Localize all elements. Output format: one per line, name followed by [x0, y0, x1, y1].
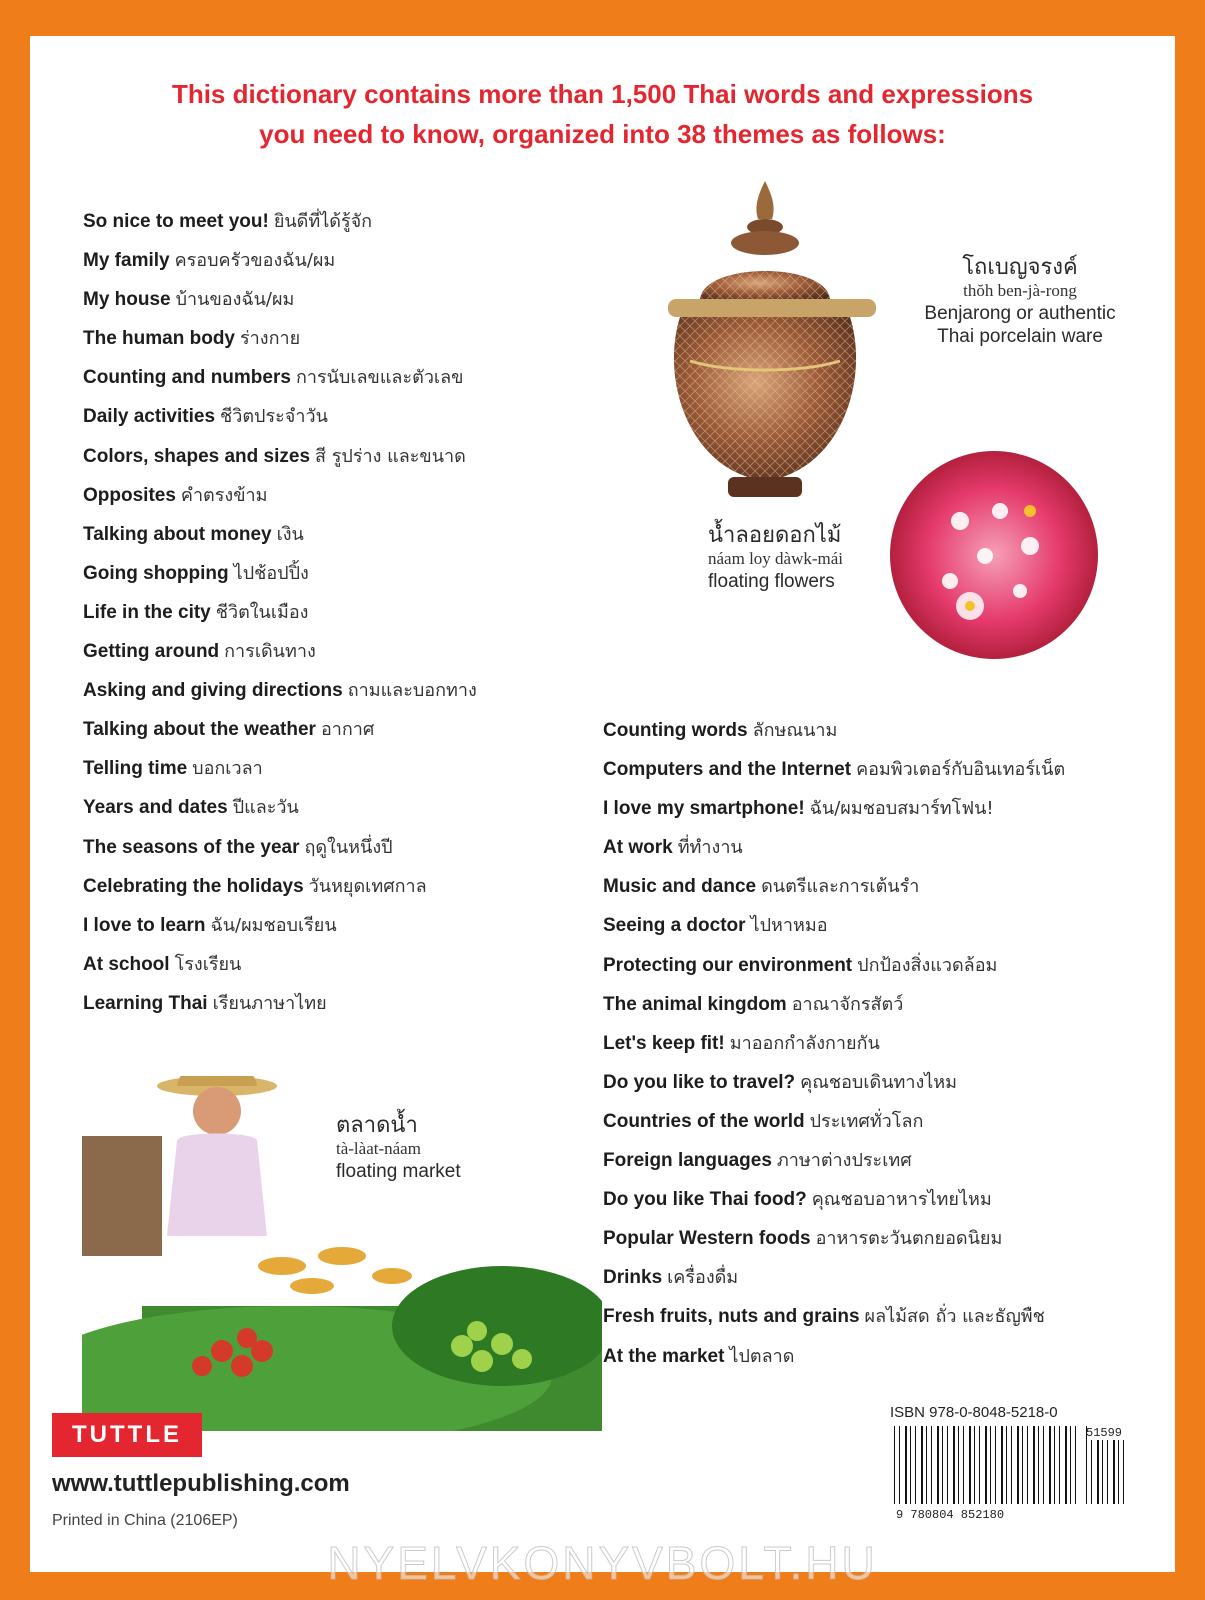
barcode-ean-digits: 9 780804 852180 [896, 1508, 1005, 1522]
theme-thai: คุณชอบอาหารไทยไหม [811, 1189, 992, 1211]
isbn-label: ISBN 978-0-8048-5218-0 [890, 1404, 1058, 1421]
barcode-bar [1059, 1426, 1060, 1504]
theme-thai: คุณชอบเดินทางไหม [800, 1071, 958, 1093]
barcode-bar [1102, 1440, 1103, 1504]
headline [30, 74, 1175, 154]
theme-item [603, 946, 1065, 985]
theme-english: Talking about the weather [83, 719, 316, 741]
theme-item [83, 280, 477, 319]
theme-item [603, 906, 1065, 945]
theme-item [603, 789, 1065, 828]
theme-english: Computers and the Internet [603, 759, 852, 781]
theme-english: At the market [603, 1345, 725, 1367]
theme-english: At work [603, 837, 673, 859]
barcode-bar [1091, 1440, 1092, 1504]
theme-english: Celebrating the holidays [83, 875, 304, 897]
theme-english: Let's keep fit! [603, 1032, 725, 1054]
themes-list-left [83, 202, 477, 1023]
theme-item [83, 593, 477, 632]
theme-english: My house [83, 289, 171, 311]
theme-thai: การเดินทาง [224, 641, 316, 663]
theme-english: My family [83, 250, 170, 272]
theme-thai: ลักษณนาม [752, 720, 838, 741]
barcode-bar [985, 1426, 987, 1504]
theme-item [603, 1258, 1065, 1297]
theme-item [83, 945, 477, 984]
barcode-bar [947, 1426, 948, 1504]
theme-english: Music and dance [603, 876, 757, 898]
tuttle-logo: TUTTLE [52, 1413, 202, 1457]
theme-english: Opposites [83, 484, 176, 506]
theme-item [603, 828, 1065, 867]
back-cover [30, 36, 1175, 1572]
theme-english: Counting and numbers [83, 367, 291, 389]
theme-thai: อากาศ [320, 719, 375, 741]
printed-in: Printed in China (2106EP) [52, 1512, 238, 1529]
barcode-bar [995, 1426, 996, 1504]
barcode-bar [1027, 1426, 1028, 1504]
theme-thai: ปกป้องสิ่งแวดล้อม [857, 954, 998, 976]
theme-english: Do you like to travel? [603, 1071, 796, 1093]
barcode-bar [1065, 1426, 1067, 1504]
theme-english: Countries of the world [603, 1110, 805, 1132]
theme-english: The seasons of the year [83, 836, 300, 858]
theme-english: Going shopping [83, 562, 229, 584]
theme-item [83, 202, 477, 241]
barcode-bar [899, 1426, 900, 1504]
theme-item [83, 358, 477, 397]
benjarong-caption [885, 256, 1155, 348]
theme-thai: การนับเลขและตัวเลข [295, 367, 464, 389]
theme-thai: ถามและบอกทาง [347, 680, 477, 702]
barcode-bar [921, 1426, 923, 1504]
theme-item [603, 1337, 1065, 1376]
market-caption [336, 1114, 461, 1183]
theme-item [603, 1180, 1065, 1219]
theme-english: Colors, shapes and sizes [83, 445, 311, 467]
theme-thai: เงิน [276, 523, 304, 545]
theme-thai: เรียนภาษาไทย [212, 992, 327, 1014]
barcode-bar [1054, 1426, 1055, 1504]
barcode-bar [937, 1426, 939, 1504]
barcode-bar [1043, 1426, 1044, 1504]
theme-thai: ภาษาต่างประเทศ [776, 1150, 912, 1172]
theme-thai: ที่ทำงาน [677, 837, 743, 859]
theme-item [83, 867, 477, 906]
barcode-bar [1070, 1426, 1071, 1504]
theme-thai: ครอบครัวของฉัน/ผม [174, 250, 336, 272]
theme-item [83, 632, 477, 671]
theme-english: Counting words [603, 720, 748, 741]
barcode-bar [979, 1426, 980, 1504]
theme-english: Foreign languages [603, 1150, 772, 1172]
theme-item [603, 750, 1065, 789]
barcode-bar [958, 1426, 959, 1504]
barcode-bar [1123, 1440, 1124, 1504]
market-thai: ตลาดน้ำ [336, 1113, 418, 1138]
theme-english: Years and dates [83, 797, 228, 819]
theme-thai: อาหารตะวันตกยอดนิยม [815, 1228, 1003, 1250]
theme-english: Seeing a doctor [603, 915, 746, 937]
theme-english: Fresh fruits, nuts and grains [603, 1306, 860, 1328]
themes-list-right [603, 711, 1065, 1376]
theme-thai: ไปหาหมอ [750, 915, 828, 937]
barcode-bar [1033, 1426, 1035, 1504]
theme-item [83, 788, 477, 827]
theme-english: I love my smartphone! [603, 798, 805, 820]
barcode-bar [894, 1426, 895, 1504]
theme-thai: ผลไม้สด ถั่ว และธัญพืช [864, 1306, 1045, 1328]
theme-thai: ยินดีที่ได้รู้จัก [273, 211, 373, 232]
theme-item [603, 1063, 1065, 1102]
theme-thai: คอมพิวเตอร์กับอินเทอร์เน็ต [856, 759, 1066, 781]
theme-thai: ไปตลาด [729, 1345, 795, 1367]
theme-thai: ไปช้อปปิ้ง [233, 562, 309, 584]
theme-item [83, 906, 477, 945]
barcode-bar [931, 1426, 932, 1504]
theme-item [603, 985, 1065, 1024]
barcode-bar [942, 1426, 943, 1504]
theme-item [603, 1219, 1065, 1258]
barcode-bar [905, 1426, 907, 1504]
headline-line-2: you need to know, organized into 38 themes as follows: [259, 119, 946, 149]
theme-thai: ฤดูในหนึ่งปี [304, 836, 393, 858]
theme-thai: ฉัน/ผมชอบเรียน [210, 914, 337, 936]
theme-item [83, 476, 477, 515]
barcode-bar [963, 1426, 964, 1504]
theme-thai: อาณาจักรสัตว์ [791, 993, 904, 1015]
theme-item [83, 241, 477, 280]
barcode-bar [1118, 1440, 1119, 1504]
barcode-bar [974, 1426, 975, 1504]
theme-thai: คำตรงข้าม [180, 484, 268, 506]
theme-item [83, 710, 477, 749]
theme-thai: โรงเรียน [174, 953, 242, 975]
benjarong-romanization: thŏh ben-jà-rong [963, 281, 1077, 300]
theme-english: Talking about money [83, 523, 272, 545]
theme-thai: ปีและวัน [232, 797, 299, 819]
theme-thai: บอกเวลา [192, 758, 263, 780]
flowers-gloss: floating flowers [708, 571, 835, 592]
publisher-website[interactable]: www.tuttlepublishing.com [52, 1470, 350, 1497]
flowers-caption [708, 524, 843, 593]
theme-item [83, 671, 477, 710]
barcode-bar [1011, 1426, 1012, 1504]
theme-thai: มาออกกำลังกายกัน [729, 1032, 880, 1054]
barcode-bar [969, 1426, 971, 1504]
theme-english: Popular Western foods [603, 1228, 811, 1250]
flowers-thai: น้ำลอยดอกไม้ [708, 523, 842, 548]
benjarong-pot-image [650, 181, 890, 511]
theme-item [83, 319, 477, 358]
benjarong-gloss-1: Benjarong or authentic [924, 303, 1116, 324]
theme-item [603, 1297, 1065, 1336]
barcode-image [890, 1424, 1130, 1522]
theme-thai: ร่างกาย [240, 328, 301, 350]
barcode-addon: 51599 [1086, 1426, 1123, 1440]
barcode-bar [1006, 1426, 1007, 1504]
barcode-bar [926, 1426, 927, 1504]
floating-flowers-image [890, 451, 1098, 659]
theme-english: Daily activities [83, 406, 216, 428]
barcode-bar [1113, 1440, 1115, 1504]
theme-item [603, 1141, 1065, 1180]
theme-thai: ประเทศทั่วโลก [809, 1110, 924, 1132]
benjarong-gloss-2: Thai porcelain ware [937, 326, 1103, 347]
barcode-bar [953, 1426, 955, 1504]
theme-item [83, 984, 477, 1023]
theme-english: Drinks [603, 1267, 663, 1289]
theme-item [603, 1102, 1065, 1141]
barcode-bar [910, 1426, 911, 1504]
market-romanization: tà-làat-náam [336, 1139, 421, 1158]
barcode-bar [1075, 1426, 1076, 1504]
theme-english: Telling time [83, 758, 188, 780]
theme-item [603, 1024, 1065, 1063]
theme-english: So nice to meet you! [83, 211, 269, 232]
barcode-bar [1017, 1426, 1019, 1504]
barcode-bar [1049, 1426, 1051, 1504]
theme-thai: ดนตรีและการเต้นรำ [761, 876, 920, 898]
headline-line-1: This dictionary contains more than 1,500 Thai words and expressions [171, 79, 1034, 109]
watermark: NYELVKONYVBOLT.HU [327, 1537, 878, 1589]
theme-thai: บ้านของฉัน/ผม [175, 289, 295, 311]
barcode-bar [1107, 1440, 1108, 1504]
theme-thai: ชีวิตในเมือง [215, 601, 309, 623]
theme-english: Protecting our environment [603, 954, 853, 976]
theme-english: Life in the city [83, 601, 211, 623]
theme-english: At school [83, 953, 170, 975]
barcode-bar [1022, 1426, 1023, 1504]
theme-english: Do you like Thai food? [603, 1189, 807, 1211]
theme-english: Getting around [83, 641, 220, 663]
theme-thai: เครื่องดื่ม [667, 1267, 739, 1289]
theme-item [603, 711, 1065, 750]
theme-item [83, 554, 477, 593]
barcode-bar [990, 1426, 991, 1504]
market-gloss: floating market [336, 1161, 461, 1182]
theme-item [83, 515, 477, 554]
barcode-bar [1097, 1440, 1099, 1504]
theme-item [83, 437, 477, 476]
theme-english: The animal kingdom [603, 993, 787, 1015]
theme-item [83, 828, 477, 867]
theme-english: The human body [83, 328, 235, 350]
theme-thai: ฉัน/ผมชอบสมาร์ทโฟน! [809, 798, 994, 820]
theme-english: I love to learn [83, 914, 206, 936]
theme-item [603, 867, 1065, 906]
theme-thai: สี รูปร่าง และขนาด [315, 445, 466, 467]
flowers-romanization: náam loy dàwk-mái [708, 549, 844, 568]
barcode-bar [915, 1426, 916, 1504]
theme-item [83, 397, 477, 436]
theme-thai: ชีวิตประจำวัน [220, 406, 328, 428]
benjarong-thai: โถเบญจรงค์ [962, 255, 1078, 280]
theme-english: Asking and giving directions [83, 680, 343, 702]
theme-item [83, 749, 477, 788]
theme-thai: วันหยุดเทศกาล [308, 875, 427, 897]
barcode-bar [1001, 1426, 1003, 1504]
barcode-bar [1038, 1426, 1039, 1504]
theme-english: Learning Thai [83, 992, 208, 1014]
